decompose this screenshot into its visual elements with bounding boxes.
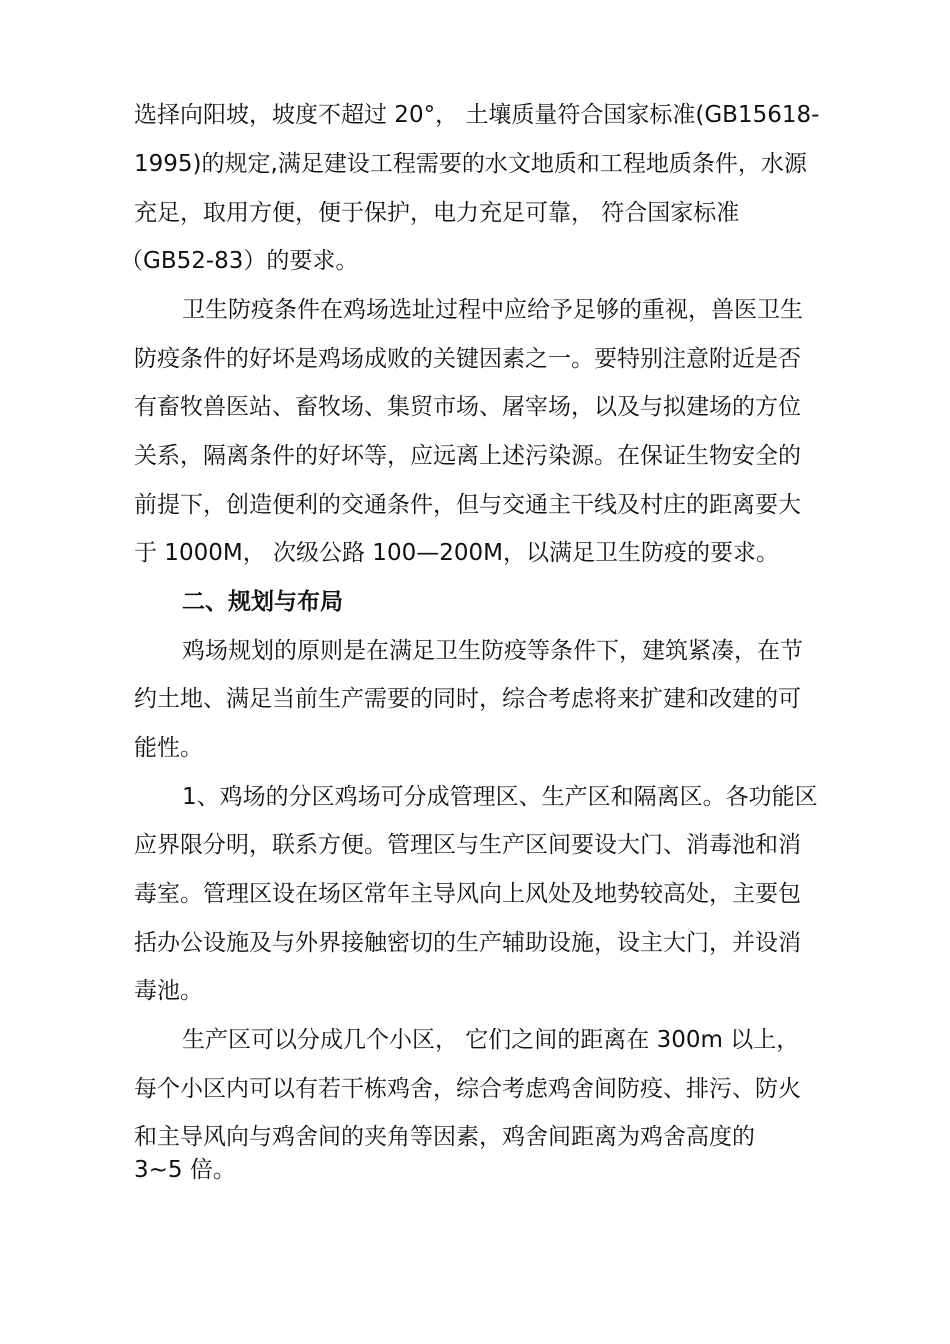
text-line: 充足，取用方便，便于保护，电力充足可靠， 符合国家标准: [134, 200, 740, 226]
text-line: 于 1000M， 次级公路 100—200M，以满足卫生防疫的要求。: [134, 540, 779, 566]
text-line: 毒池。: [134, 978, 203, 1004]
text-line: 前提下，创造便利的交通条件，但与交通主干线及村庄的距离要大: [134, 492, 801, 518]
paragraph-first-line: 生产区可以分成几个小区， 它们之间的距离在 300m 以上，: [182, 1027, 800, 1053]
paragraph-first-line: 鸡场规划的原则是在满足卫生防疫等条件下，建筑紧凑，在节: [182, 638, 803, 664]
text-line: 3~5 倍。: [134, 1157, 236, 1183]
text-line: 应界限分明，联系方便。管理区与生产区间要设大门、消毒池和消: [134, 832, 801, 858]
text-line: 每个小区内可以有若干栋鸡舍，综合考虑鸡舍间防疫、排污、防火: [134, 1076, 801, 1102]
text-line: （GB52-83）的要求。: [120, 248, 359, 274]
section-heading: 二、规划与布局: [182, 589, 343, 615]
text-line: 选择向阳坡，坡度不超过 20°， 土壤质量符合国家标准(GB15618-: [134, 102, 820, 128]
text-line: 1995)的规定,满足建设工程需要的水文地质和工程地质条件，水源: [134, 151, 807, 177]
text-line: 关系，隔离条件的好坏等，应远离上述污染源。在保证生物安全的: [134, 443, 801, 469]
text-line: 和主导风向与鸡舍间的夹角等因素，鸡舍间距离为鸡舍高度的: [134, 1124, 755, 1150]
text-line: 约土地、满足当前生产需要的同时，综合考虑将来扩建和改建的可: [134, 686, 801, 712]
text-line: 防疫条件的好坏是鸡场成败的关键因素之一。要特别注意附近是否: [134, 346, 801, 372]
text-line: 毒室。管理区设在场区常年主导风向上风处及地势较高处，主要包: [134, 881, 801, 907]
text-line: 括办公设施及与外界接触密切的生产辅助设施，设主大门，并设消: [134, 930, 801, 956]
paragraph-first-line: 1、鸡场的分区鸡场可分成管理区、生产区和隔离区。各功能区: [182, 784, 818, 810]
text-line: 能性。: [134, 735, 203, 761]
paragraph-first-line: 卫生防疫条件在鸡场选址过程中应给予足够的重视，兽医卫生: [182, 297, 803, 323]
text-line: 有畜牧兽医站、畜牧场、集贸市场、屠宰场，以及与拟建场的方位: [134, 394, 801, 420]
